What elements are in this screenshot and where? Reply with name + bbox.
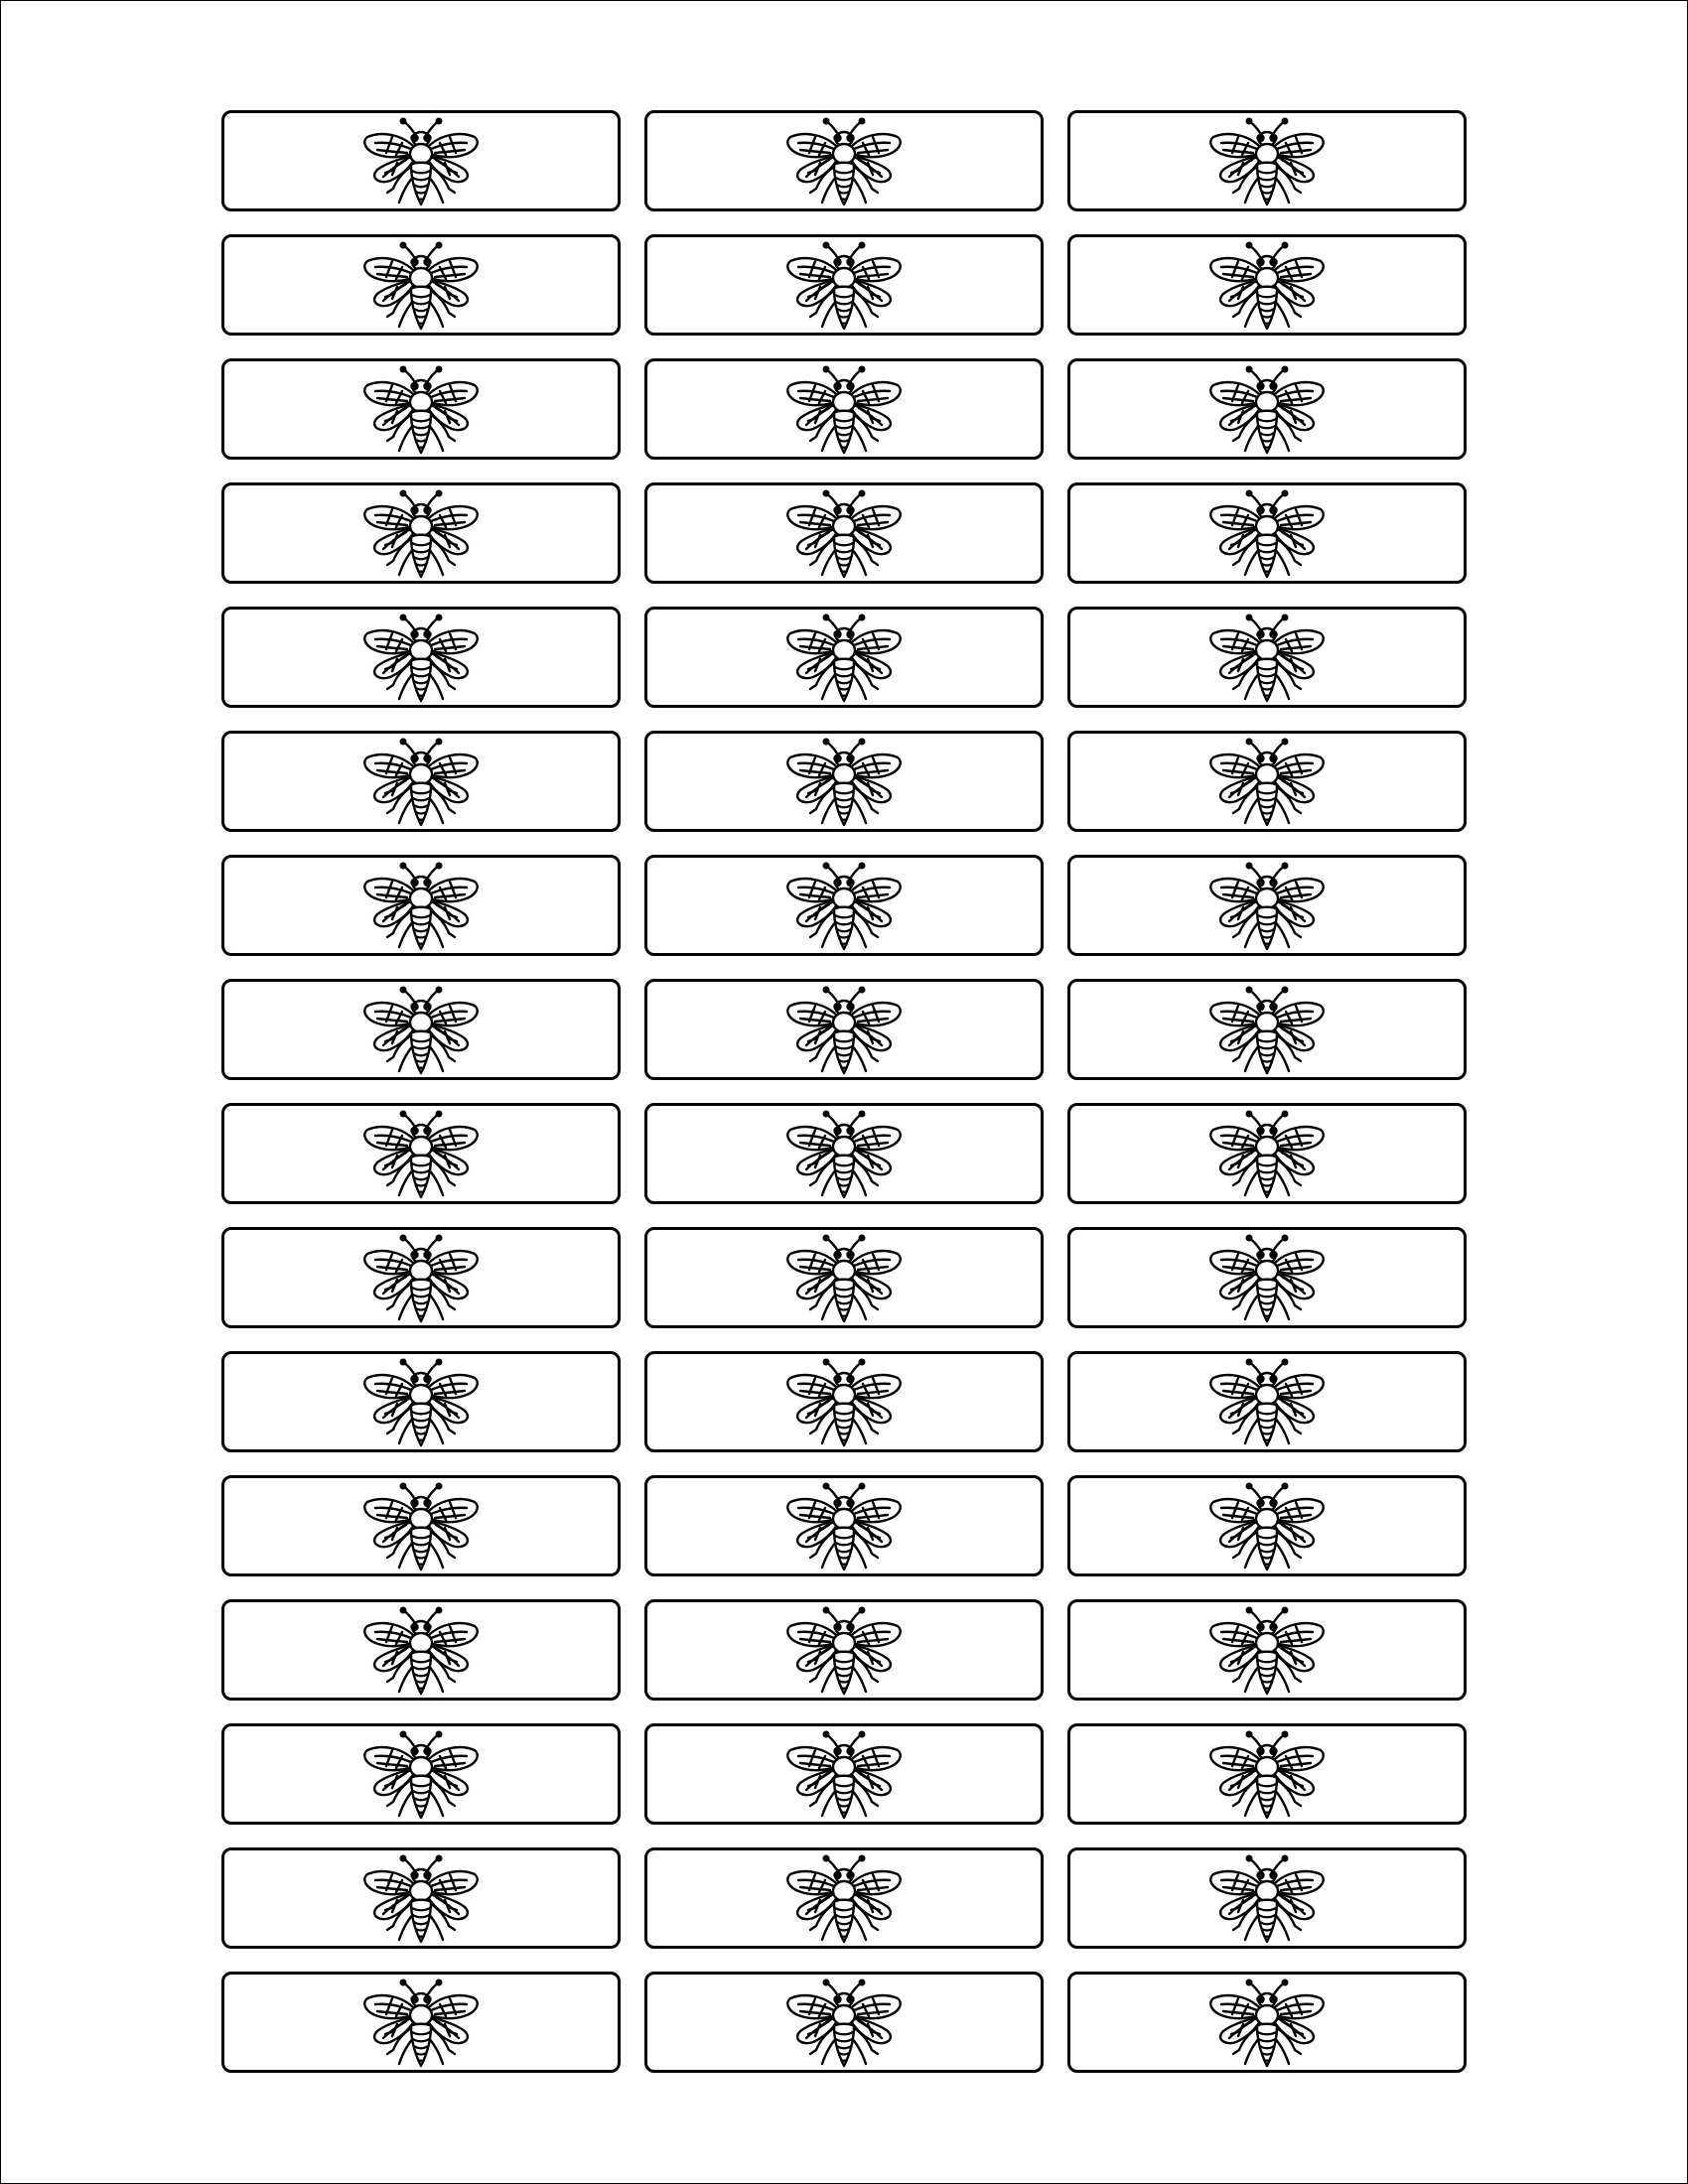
bee-icon bbox=[359, 237, 483, 333]
label-cell bbox=[1067, 1599, 1467, 1701]
label-cell bbox=[644, 1599, 1044, 1701]
label-cell bbox=[644, 979, 1044, 1080]
label-cell bbox=[644, 482, 1044, 584]
label-cell bbox=[1067, 1475, 1467, 1576]
bee-icon bbox=[1205, 1975, 1329, 2070]
label-cell bbox=[221, 1351, 621, 1452]
bee-icon bbox=[1205, 1478, 1329, 1573]
label-cell bbox=[1067, 1972, 1467, 2073]
label-cell bbox=[221, 234, 621, 336]
bee-icon bbox=[782, 734, 906, 829]
bee-icon bbox=[359, 485, 483, 581]
bee-icon bbox=[782, 237, 906, 333]
label-grid bbox=[221, 110, 1467, 2076]
bee-icon bbox=[782, 1230, 906, 1325]
label-cell bbox=[221, 979, 621, 1080]
label-cell bbox=[644, 1847, 1044, 1949]
label-cell bbox=[1067, 1351, 1467, 1452]
bee-icon bbox=[359, 361, 483, 457]
label-cell bbox=[644, 1227, 1044, 1328]
bee-icon bbox=[1205, 1850, 1329, 1946]
bee-icon bbox=[359, 1478, 483, 1573]
label-cell bbox=[644, 1351, 1044, 1452]
label-cell bbox=[221, 1847, 621, 1949]
label-cell bbox=[644, 731, 1044, 832]
bee-icon bbox=[782, 485, 906, 581]
bee-icon bbox=[359, 858, 483, 953]
label-cell bbox=[644, 855, 1044, 956]
bee-icon bbox=[359, 610, 483, 705]
bee-icon bbox=[359, 1726, 483, 1822]
label-cell bbox=[221, 607, 621, 708]
bee-icon bbox=[1205, 982, 1329, 1077]
label-cell bbox=[1067, 731, 1467, 832]
label-cell bbox=[1067, 607, 1467, 708]
label-cell bbox=[1067, 110, 1467, 211]
bee-icon bbox=[782, 1478, 906, 1573]
bee-icon bbox=[782, 1106, 906, 1201]
bee-icon bbox=[782, 1975, 906, 2070]
bee-icon bbox=[1205, 1106, 1329, 1201]
bee-icon bbox=[1205, 858, 1329, 953]
bee-icon bbox=[1205, 1230, 1329, 1325]
bee-icon bbox=[359, 1850, 483, 1946]
bee-icon bbox=[782, 858, 906, 953]
bee-icon bbox=[359, 1602, 483, 1698]
bee-icon bbox=[782, 610, 906, 705]
label-cell bbox=[644, 234, 1044, 336]
bee-icon bbox=[782, 1850, 906, 1946]
bee-icon bbox=[359, 1106, 483, 1201]
label-cell bbox=[221, 110, 621, 211]
label-cell bbox=[1067, 1227, 1467, 1328]
label-cell bbox=[644, 1475, 1044, 1576]
bee-icon bbox=[1205, 113, 1329, 208]
label-cell bbox=[221, 1475, 621, 1576]
bee-icon bbox=[1205, 610, 1329, 705]
bee-icon bbox=[1205, 1354, 1329, 1449]
bee-icon bbox=[1205, 485, 1329, 581]
label-cell bbox=[1067, 979, 1467, 1080]
bee-icon bbox=[359, 1354, 483, 1449]
bee-icon bbox=[359, 734, 483, 829]
bee-icon bbox=[782, 113, 906, 208]
bee-icon bbox=[782, 982, 906, 1077]
label-cell bbox=[221, 1227, 621, 1328]
label-cell bbox=[221, 731, 621, 832]
bee-icon bbox=[359, 113, 483, 208]
bee-icon bbox=[359, 1975, 483, 2070]
label-cell bbox=[644, 607, 1044, 708]
label-cell bbox=[644, 110, 1044, 211]
label-cell bbox=[221, 358, 621, 460]
label-cell bbox=[644, 1103, 1044, 1204]
bee-icon bbox=[1205, 361, 1329, 457]
label-cell bbox=[221, 1103, 621, 1204]
label-cell bbox=[1067, 234, 1467, 336]
label-cell bbox=[1067, 482, 1467, 584]
bee-icon bbox=[782, 361, 906, 457]
bee-icon bbox=[1205, 1726, 1329, 1822]
bee-icon bbox=[1205, 237, 1329, 333]
label-cell bbox=[221, 482, 621, 584]
label-cell bbox=[644, 1972, 1044, 2073]
bee-icon bbox=[359, 1230, 483, 1325]
label-cell bbox=[644, 1723, 1044, 1825]
label-cell bbox=[644, 358, 1044, 460]
label-cell bbox=[221, 855, 621, 956]
bee-icon bbox=[1205, 734, 1329, 829]
label-cell bbox=[1067, 1847, 1467, 1949]
bee-icon bbox=[359, 982, 483, 1077]
bee-icon bbox=[1205, 1602, 1329, 1698]
label-cell bbox=[221, 1723, 621, 1825]
bee-icon bbox=[782, 1602, 906, 1698]
label-cell bbox=[1067, 855, 1467, 956]
bee-icon bbox=[782, 1726, 906, 1822]
label-cell bbox=[221, 1972, 621, 2073]
label-cell bbox=[1067, 1723, 1467, 1825]
label-cell bbox=[1067, 358, 1467, 460]
bee-icon bbox=[782, 1354, 906, 1449]
label-cell bbox=[221, 1599, 621, 1701]
label-cell bbox=[1067, 1103, 1467, 1204]
